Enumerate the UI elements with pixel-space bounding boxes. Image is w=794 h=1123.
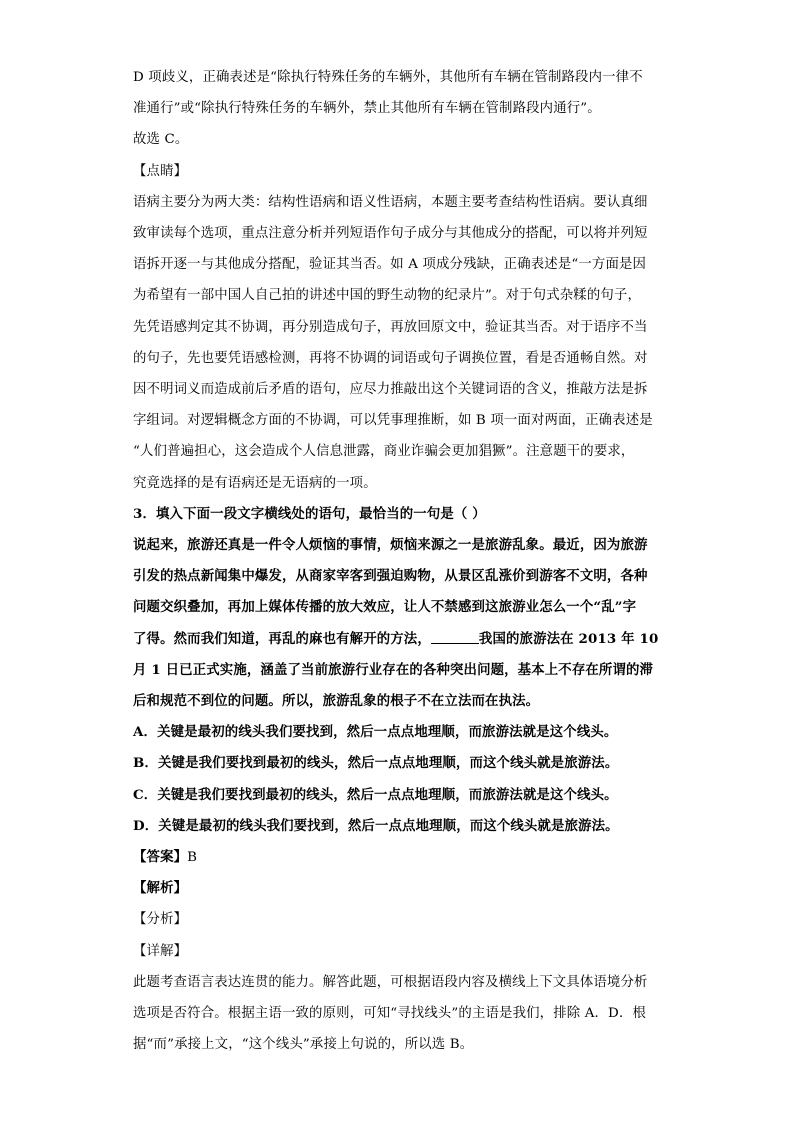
question-stem: 3．填入下面一段文字横线处的语句，最恰当的一句是（ ） <box>133 505 486 522</box>
passage-line: 问题交织叠加，再加上媒体传播的放大效应，让人不禁感到这旅游业怎么一个“乱”字 <box>133 599 637 616</box>
text-line: 字组词。对逻辑概念方面的不协调，可以凭事理推断，如 B 项一面对两面，正确表述是 <box>133 413 653 429</box>
section-heading: 【分析】 <box>133 912 188 928</box>
text-line: 先凭语感判定其不协调，再分别造成句子，再放回原文中，验证其当否。对于语序不当 <box>133 319 648 335</box>
section-heading: 【点睛】 <box>133 163 188 179</box>
passage-line <box>133 624 663 655</box>
section-heading: 【解析】 <box>133 880 188 897</box>
text-line: 选项是否符合。根据主语一致的原则，可知“寻找线头”的主语是我们，排除 A．D．根 <box>133 1006 647 1022</box>
text-line: D 项歧义，正确表述是“除执行特殊任务的车辆外，其他所有车辆在管制路段内一律不 <box>133 70 643 85</box>
text-line: 此题考查语言表达连贯的能力。解答此题，可根据语段内容及横线上下文具体语境分析 <box>133 974 648 990</box>
passage-line: 引发的热点新闻集中爆发，从商家宰客到强迫购物，从景区乱涨价到游客不文明，各种 <box>133 568 648 585</box>
option-a: A．关键是最初的线头我们要找到，然后一点点地理顺，而旅游法就是这个线头。 <box>133 724 618 741</box>
passage-line: 说起来，旅游还真是一件令人烦恼的事情，烦恼来源之一是旅游乱象。最近，因为旅游 <box>133 537 648 554</box>
answer-label: 【答案】 <box>133 849 188 866</box>
text-line: 据“而”承接上文，“这个线头”承接上句说的，所以选 B。 <box>133 1037 474 1053</box>
fill-in-blank <box>431 629 479 644</box>
text-line: 语病主要分为两大类：结构性语病和语义性语病，本题主要考查结构性语病。要认真细 <box>133 194 648 210</box>
document-page <box>133 62 663 1061</box>
option-b: B．关键是我们要找到最初的线头，然后一点点地理顺，而这个线头就是旅游法。 <box>133 755 619 772</box>
text-line: 故选 C。 <box>133 132 189 148</box>
text-line: 究竟选择的是有语病还是无语病的一项。 <box>133 475 377 491</box>
passage-line: 后和规范不到位的问题。所以，旅游乱象的根子不在立法而在执法。 <box>133 693 540 710</box>
option-c: C．关键是我们要找到最初的线头，然后一点点地理顺，而旅游法就是这个线头。 <box>133 786 618 803</box>
text-line: 准通行”或“除执行特殊任务的车辆外，禁止其他所有车辆在管制路段内通行”。 <box>133 101 601 117</box>
text-line: 为希望有一部中国人自己拍的讲述中国的野生动物的纪录片”。对于句式杂糅的句子， <box>133 288 641 304</box>
section-heading: 【详解】 <box>133 943 188 959</box>
answer-line <box>133 842 663 873</box>
text-line: 因不明词义而造成前后矛盾的语句，应尽力推敲出这个关键词语的含义，推敲方法是拆 <box>133 382 648 398</box>
text-line: “人们普遍担心，这会造成个人信息泄露，商业诈骗会更加猖獗”。注意题干的要求， <box>133 444 635 460</box>
text-line: 语拆开逐一与其他成分搭配，验证其当否。如 A 项成分残缺，正确表述是“一方面是因 <box>133 257 647 273</box>
passage-text: 了得。然而我们知道，再乱的麻也有解开的方法， <box>133 630 431 647</box>
answer-value: B <box>187 850 198 866</box>
option-d: D．关键是最初的线头我们要找到，然后一点点地理顺，而这个线头就是旅游法。 <box>133 817 619 834</box>
passage-line: 月 1 日已正式实施，涵盖了当前旅游行业存在的各种突出问题，基本上不存在所谓的滞 <box>133 661 654 678</box>
text-line: 致审读每个选项，重点注意分析并列短语作句子成分与其他成分的搭配，可以将并列短 <box>133 226 648 242</box>
text-line: 的句子，先也要凭语感检测，再将不协调的词语或句子调换位置，看是否通畅自然。对 <box>133 350 648 366</box>
passage-text: 我国的旅游法在 2013 年 10 <box>478 630 659 647</box>
